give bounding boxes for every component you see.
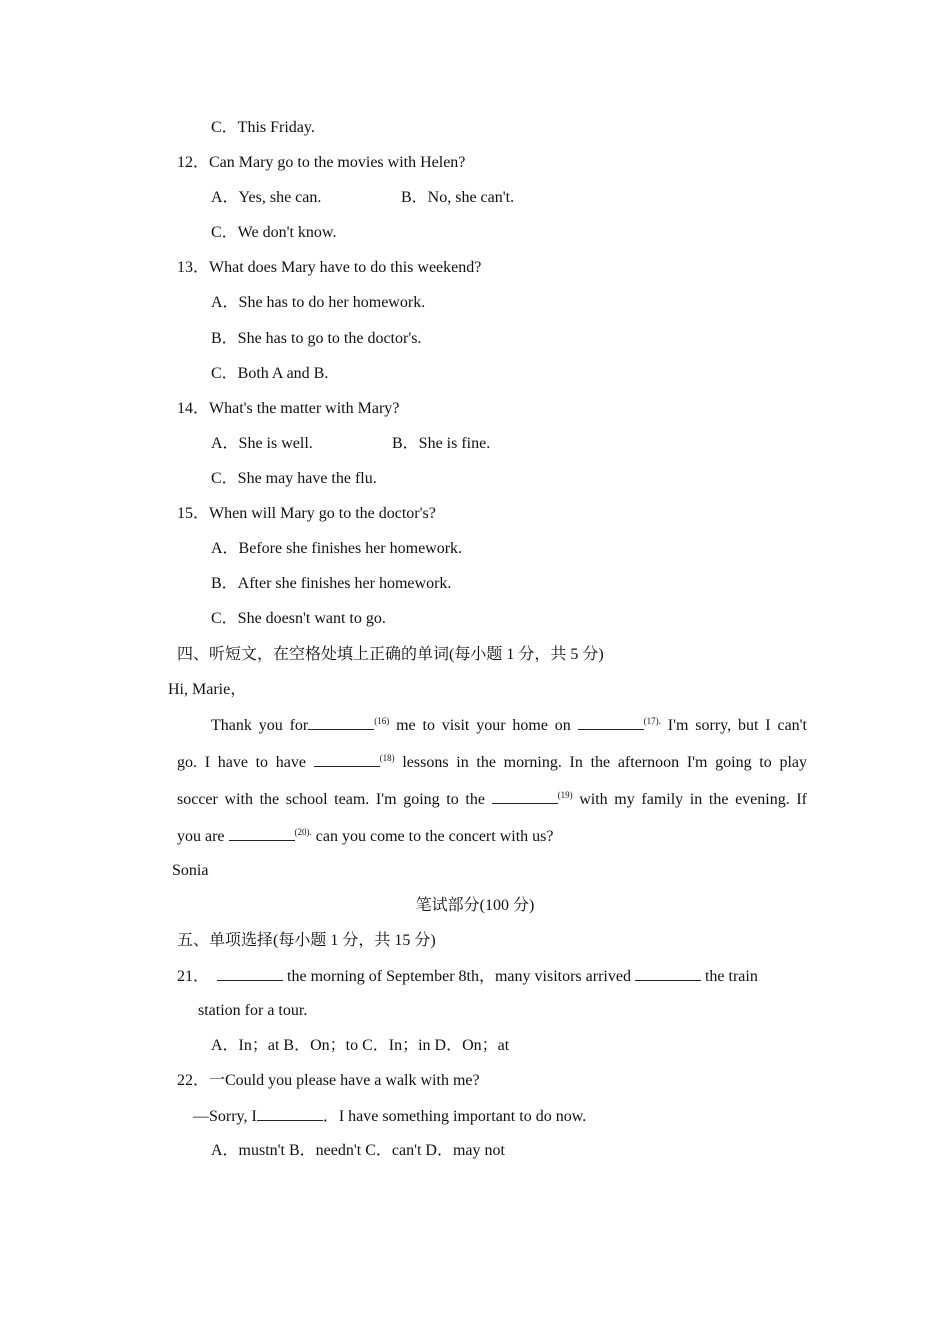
q13-option-c: C．Both A and B. [211,365,329,382]
q13-question: 13．What does Mary have to do this weekend? [177,259,482,276]
blank-16[interactable] [308,715,374,730]
q22-reply: —Sorry, I ．I have something important to do now. [193,1108,587,1125]
q11-option-c: C．This Friday. [211,119,315,136]
q21-continuation: station for a tour. [198,1002,308,1019]
q21-options: A．In；at B．On；to C．In；in D．On；at [211,1037,510,1054]
letter-line-1: Thank you for $^{(16)}$ me to visit your home on $^{(17).}$ I'm sorry, but I can't [211,716,808,734]
q14-question: 14．What's the matter with Mary? [177,400,400,417]
blank-17[interactable] [578,715,644,730]
q12-option-c: C．We don't know. [211,224,337,241]
q15-question: 15．When will Mary go to the doctor's? [177,505,436,522]
q14-option-a: A．She is well. [211,435,313,452]
q12-option-a: A．Yes, she can. [211,189,322,206]
letter-signature: Sonia [172,862,209,879]
section4-heading: 四、听短文，在空格处填上正确的单词(每小题 1 分，共 5 分) [177,646,604,663]
blank-20[interactable] [229,826,295,841]
q22-question: 22．一Could you please have a walk with me? [177,1072,480,1089]
q21-blank-1[interactable] [217,966,283,981]
q15-option-a: A．Before she finishes her homework. [211,540,463,557]
q15-option-c: C．She doesn't want to go. [211,610,386,627]
q14-option-c: C．She may have the flu. [211,470,377,487]
q22-options: A．mustn't B．needn't C．can't D．may not [211,1142,505,1159]
letter-line-2: go. I have to have $^{(18)}$ lessons in the morning. In the afternoon I'm going to play [177,753,807,771]
q15-option-b: B．After she finishes her homework. [211,575,452,592]
q13-option-a: A．She has to do her homework. [211,294,426,311]
letter-greeting: Hi, Marie， [168,681,247,698]
q13-option-b: B．She has to go to the doctor's. [211,330,422,347]
letter-line-3: soccer with the school team. I'm going to the $^{(19)}$ with my family in the evening. If [177,790,808,808]
q21-question: 21． the morning of September 8th，many visitors arrived the train [177,968,758,985]
section5-heading: 五、单项选择(每小题 1 分，共 15 分) [177,932,436,949]
blank-19[interactable] [492,789,558,804]
q12-option-b: B．No, she can't. [401,189,515,206]
q21-blank-2[interactable] [635,966,701,981]
written-part-title: 笔试部分(100 分) [415,897,535,914]
letter-line-4: you are $^{(20).}$ can you come to the concert with us? [177,827,554,845]
q14-option-b: B．She is fine. [392,435,491,452]
q22-blank[interactable] [257,1106,323,1121]
q12-question: 12．Can Mary go to the movies with Helen? [177,154,466,171]
blank-18[interactable] [314,752,380,767]
